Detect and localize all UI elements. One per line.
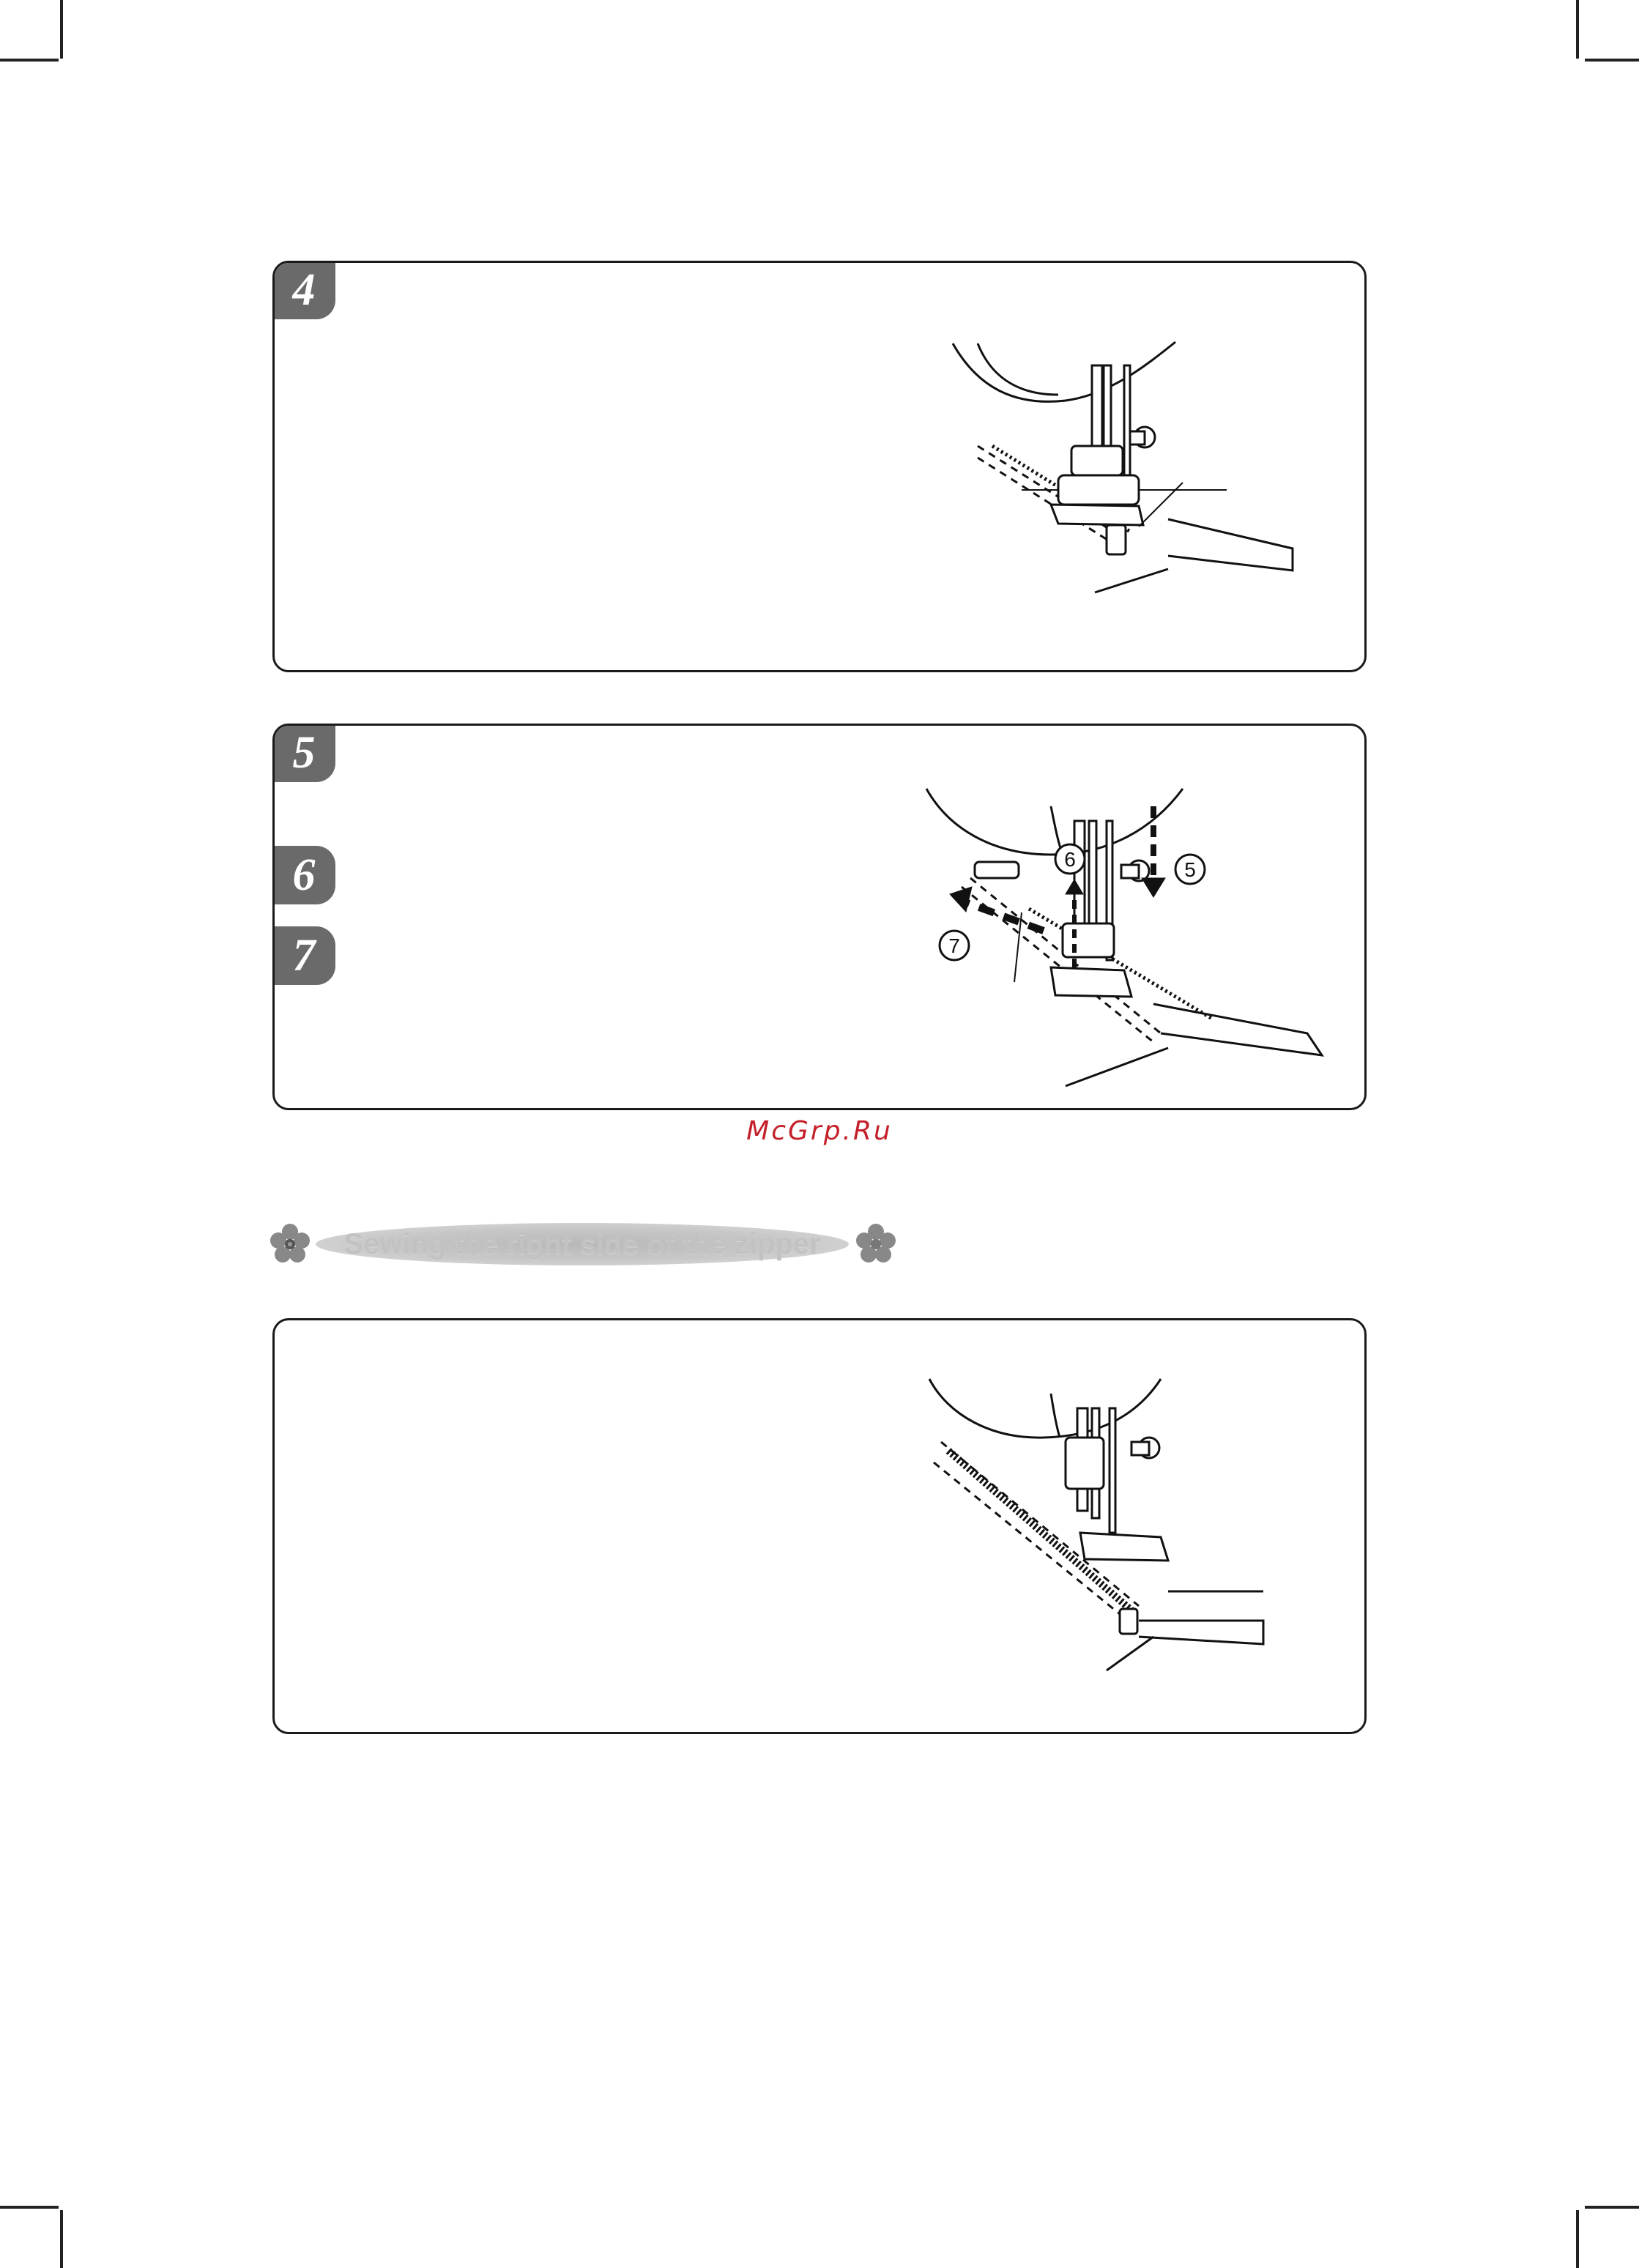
section-banner: [267, 1217, 904, 1271]
crop-mark-bottom-right-h: [1585, 2206, 1639, 2209]
callout-6: 6: [1064, 848, 1076, 871]
crop-mark-bottom-left-v: [60, 2210, 63, 2268]
step-6-badge: 6: [272, 846, 335, 904]
watermark: McGrp.Ru: [746, 1116, 893, 1146]
crop-mark-bottom-left-h: [0, 2206, 59, 2209]
crop-mark-top-left-v: [60, 0, 63, 59]
flower-icon-right: [853, 1222, 899, 1267]
zipper-foot-illustration-step5-7: [919, 784, 1329, 1092]
crop-mark-top-left-h: [0, 59, 59, 62]
callout-7: 7: [948, 934, 960, 957]
section-title: Sewing the right side of the zipper: [316, 1223, 849, 1265]
crop-mark-top-right-h: [1585, 59, 1639, 62]
right-side-zipper-panel: [272, 1318, 1367, 1734]
crop-mark-bottom-right-v: [1576, 2210, 1579, 2268]
step-5-badge: 5: [272, 724, 335, 782]
step-5-7-panel: [272, 724, 1367, 1110]
callout-5: 5: [1184, 858, 1196, 881]
flower-icon-left: [267, 1222, 313, 1267]
zipper-foot-illustration-right-side: [919, 1372, 1315, 1679]
step-4-badge: 4: [272, 261, 335, 319]
step-7-badge: 7: [272, 926, 335, 985]
step-4-panel: [272, 261, 1367, 672]
crop-mark-top-right-v: [1576, 0, 1579, 59]
zipper-foot-illustration-step4: [948, 336, 1329, 614]
